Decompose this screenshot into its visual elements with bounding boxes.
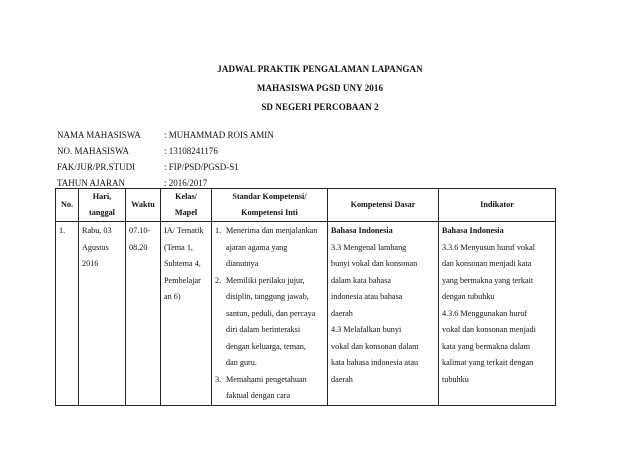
cell-line: dan guru. <box>226 358 257 367</box>
cell-line: dengan keluarga, teman, <box>226 341 306 351</box>
cell-line: ajaran agama yang <box>226 242 288 252</box>
cell-line: Menerima dan menjalankan <box>226 226 318 235</box>
info-value: : MUHAMMAD ROIS AMIN <box>164 130 274 140</box>
header-day-date <box>79 189 126 222</box>
cell-line: daerah <box>331 308 353 318</box>
cell-no: 1. <box>56 222 79 406</box>
cell-indicator <box>439 222 556 406</box>
cell-standard-competency <box>212 222 328 406</box>
cell-line: 07.10- <box>129 226 151 235</box>
cell-line: Subtema 4, <box>164 259 201 268</box>
cell-line: Rabu, 03 <box>82 226 112 235</box>
header-no: No. <box>56 189 79 222</box>
header-standard-competency <box>212 189 328 222</box>
sk-number: 1. <box>215 226 222 235</box>
info-label: NO. MAHASISWA <box>57 146 130 156</box>
info-row-faculty <box>57 159 274 175</box>
header-class: Kelas/ <box>175 192 197 201</box>
cell-line: 4.3 Melafalkan bunyi <box>331 325 402 334</box>
title-line-1: JADWAL PRAKTIK PENGALAMAN LAPANGAN <box>217 64 423 74</box>
cell-line: bunyi vokal dan konsonan <box>331 259 418 268</box>
cell-line: 4.3.6 Menggunakan huruf <box>442 308 528 318</box>
info-value: : FIP/PSD/PGSD-S1 <box>164 162 239 172</box>
cell-line: Memiliki perilaku jujur, <box>226 275 305 285</box>
document-title-block <box>0 60 640 117</box>
cell-line: Agustus <box>82 242 109 252</box>
title-line-3: SD NEGERI PERCOBAAN 2 <box>261 102 379 112</box>
cell-line: dalam kata bahasa <box>331 275 392 285</box>
cell-class-subject <box>161 222 212 406</box>
cell-line: faktual dengan cara <box>226 391 291 400</box>
cell-line: Pembelajar <box>164 275 201 285</box>
cell-line: dianutnya <box>226 259 259 268</box>
info-label: FAK/JUR/PR.STUDI <box>57 162 136 172</box>
sk-number: 2. <box>215 275 222 285</box>
kd-subject-heading: Bahasa Indonesia <box>331 226 393 235</box>
cell-line: an 6) <box>164 292 181 301</box>
cell-time <box>126 222 161 406</box>
info-label: NAMA MAHASISWA <box>57 130 141 140</box>
info-value: : 2016/2017 <box>164 178 208 188</box>
sk-item <box>215 372 324 405</box>
table-row <box>56 222 556 406</box>
header-time: Waktu <box>126 189 161 222</box>
cell-line: vokal dan konsonan menjadi <box>442 325 536 334</box>
table-header-row <box>56 189 556 222</box>
sk-item <box>215 273 324 372</box>
info-row-number <box>57 143 274 159</box>
cell-line: dan konsonan menjadi kata <box>442 259 532 268</box>
cell-line: diri dalam berinteraksi <box>226 325 301 334</box>
info-label: TAHUN AJARAN <box>57 178 126 188</box>
header-sk-line2: Kompetensi Inti <box>241 208 298 217</box>
header-subject: Mapel <box>174 208 198 217</box>
cell-line: disiplin, tanggung jawab, <box>226 292 309 301</box>
cell-line: kata yang bermakna dalam <box>442 341 530 351</box>
cell-line: tubuhku <box>442 374 469 384</box>
header-indicator: Indikator <box>439 189 556 222</box>
cell-line: Memahami pengetahuan <box>226 374 307 384</box>
cell-line: indonesia atau bahasa <box>331 292 403 301</box>
schedule-table <box>55 188 556 406</box>
cell-line: kalimat yang terkait dengan <box>442 358 534 367</box>
title-line-2: MAHASISWA PGSD UNY 2016 <box>256 83 384 93</box>
sk-item <box>215 223 324 273</box>
cell-line: dengan tubuhku <box>442 292 495 301</box>
cell-line: 08.20 <box>129 242 148 252</box>
cell-line: kata bahasa indonesia atau <box>331 358 419 367</box>
cell-basic-competency <box>328 222 439 406</box>
cell-line: 2016 <box>82 259 99 268</box>
cell-line: santun, peduli, dan percaya <box>226 308 316 318</box>
cell-line: yang bermakna yang terkait <box>442 275 534 285</box>
header-class-subject <box>161 189 212 222</box>
cell-day-date <box>79 222 126 406</box>
info-value: : 13108241176 <box>164 146 218 156</box>
header-day: Hari, <box>92 192 112 201</box>
cell-line: daerah <box>331 374 353 384</box>
info-row-name <box>57 127 274 143</box>
sk-number: 3. <box>215 374 222 384</box>
cell-line: 3.3 Mengenal lambang <box>331 242 407 252</box>
student-info <box>57 127 274 191</box>
indicator-subject-heading: Bahasa Indonesia <box>442 226 504 235</box>
cell-line: IA/ Tematik <box>164 226 204 235</box>
cell-line: 3.3.6 Menyusun huruf vokal <box>442 242 536 252</box>
header-date: tanggal <box>89 208 115 217</box>
header-basic-competency: Kompetensi Dasar <box>328 189 439 222</box>
cell-line: (Tema 1, <box>164 242 193 252</box>
cell-line: vokal dan konsonan dalam <box>331 341 419 351</box>
header-sk-line1: Standar Kompetensi/ <box>232 192 307 201</box>
